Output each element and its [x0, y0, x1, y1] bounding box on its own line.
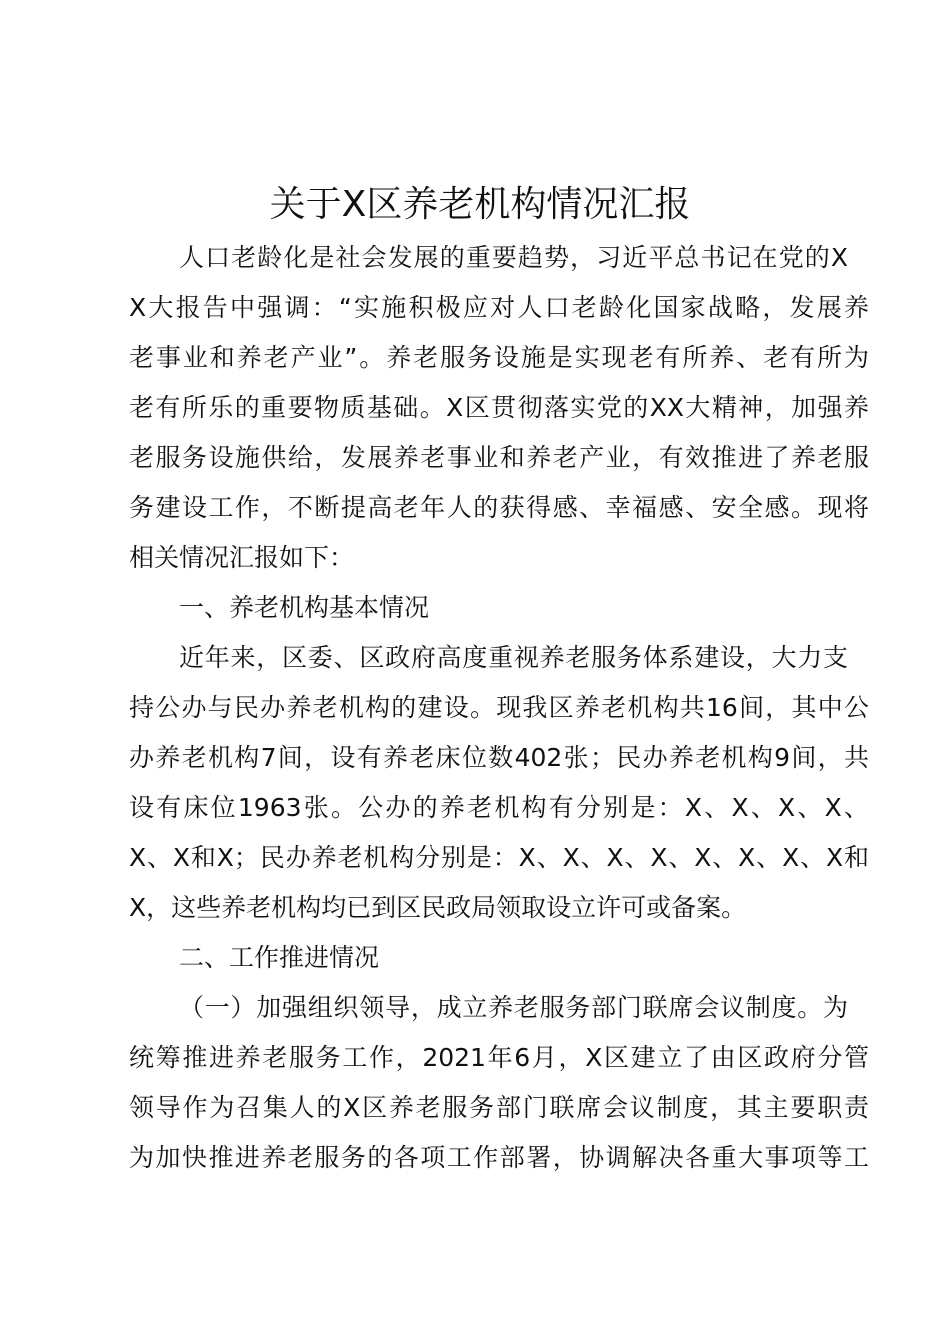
- paragraph-line: 为加快推进养老服务的各项工作部署，协调解决各重大事项等工: [129, 1143, 869, 1172]
- paragraph-line: 老事业和养老产业”。养老服务设施是实现老有所养、老有所为: [129, 343, 869, 372]
- paragraph-line: 办养老机构7间，设有养老床位数402张；民办养老机构9间，共: [129, 743, 869, 772]
- paragraph-line: 老服务设施供给，发展养老事业和养老产业，有效推进了养老服: [129, 443, 869, 472]
- paragraph-line: 相关情况汇报如下：: [129, 543, 355, 572]
- section-heading: 二、工作推进情况: [179, 943, 380, 972]
- paragraph-line: 老有所乐的重要物质基础。X区贯彻落实党的XX大精神，加强养: [129, 393, 869, 422]
- paragraph-line: X、X和X；民办养老机构分别是：X、X、X、X、X、X、X、X和: [129, 843, 869, 872]
- section-heading: 一、养老机构基本情况: [179, 593, 430, 622]
- paragraph-line: 务建设工作，不断提高老年人的获得感、幸福感、安全感。现将: [129, 493, 869, 522]
- paragraph-line: 人口老龄化是社会发展的重要趋势，习近平总书记在党的X: [179, 243, 848, 272]
- paragraph-line: 持公办与民办养老机构的建设。现我区养老机构共16间，其中公: [129, 693, 869, 722]
- paragraph-line: 设有床位1963张。公办的养老机构有分别是：X、X、X、X、: [129, 793, 869, 822]
- paragraph-line: 统筹推进养老服务工作，2021年6月，X区建立了由区政府分管: [129, 1043, 869, 1072]
- document-title: 关于X区养老机构情况汇报: [269, 184, 691, 225]
- paragraph-line: 近年来，区委、区政府高度重视养老服务体系建设，大力支: [179, 643, 848, 672]
- paragraph-line: X，这些养老机构均已到区民政局领取设立许可或备案。: [129, 893, 747, 922]
- paragraph-line: （一）加强组织领导，成立养老服务部门联席会议制度。为: [179, 993, 848, 1022]
- paragraph-line: X大报告中强调：“实施积极应对人口老龄化国家战略，发展养: [129, 293, 869, 322]
- paragraph-line: 领导作为召集人的X区养老服务部门联席会议制度，其主要职责: [129, 1093, 869, 1122]
